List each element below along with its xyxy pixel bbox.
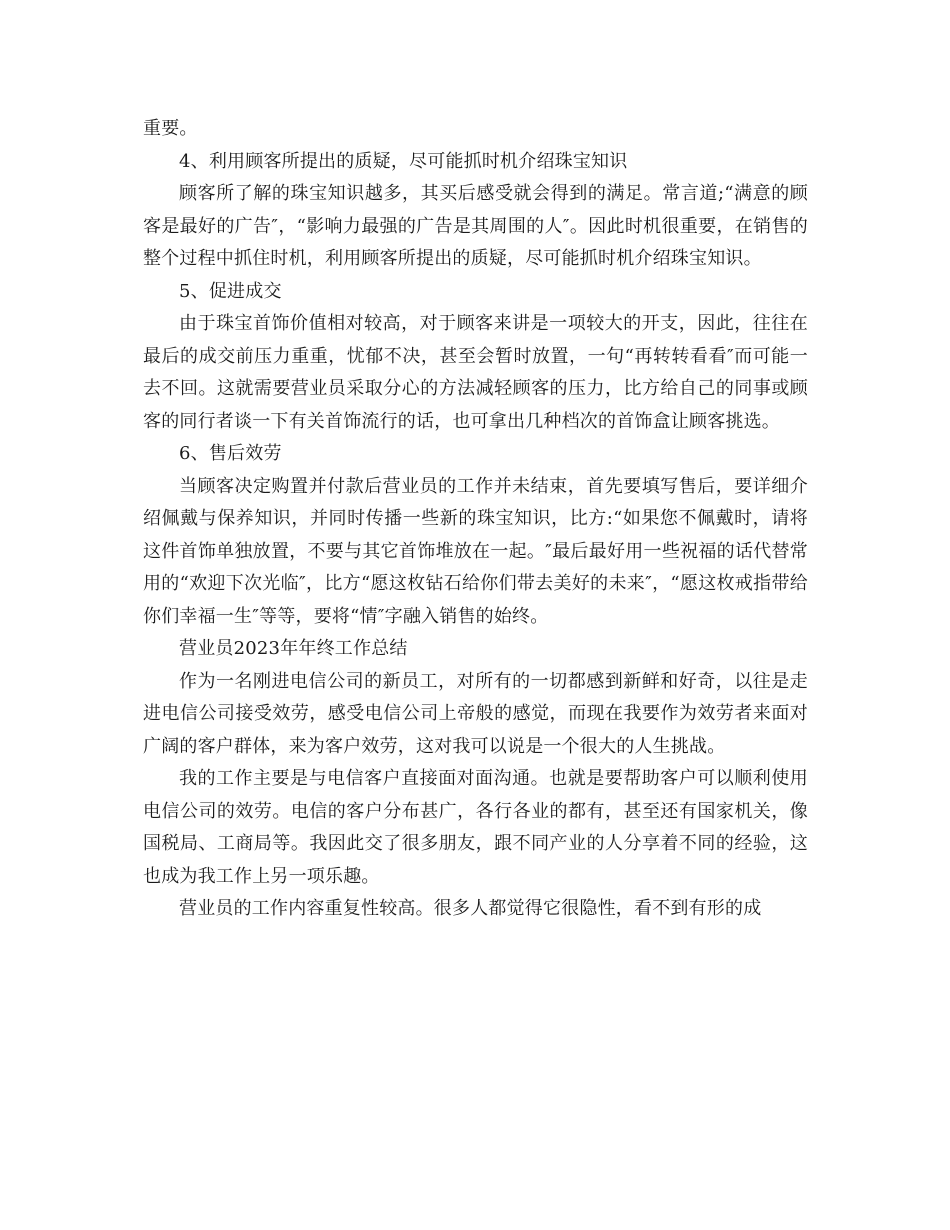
document-body [143,113,808,926]
paragraph: 营业员的工作内容重复性较高。很多人都觉得它很隐性，看不到有形的成 [179,898,762,919]
section-heading-5: 5、促进成交 [179,280,282,302]
section-heading-4: 4、利用顾客所提出的质疑，尽可能抓时机介绍珠宝知识 [179,150,628,172]
section-heading-6: 6、售后效劳 [179,443,282,464]
paragraph: 作为一名刚进电信公司的新员工，对所有的一切都感到新鲜和好奇，以往是走进电信公司接受效劳，感受电信公司上帝般的感觉，而现在我要作为效劳者来面对广阔的客户群体，来为客户效劳，这对我可以说是一个很大的人生挑战。 [143,670,808,757]
paragraph: 我的工作主要是与电信客户直接面对面沟通。也就是要帮助客户可以顺利使用电信公司的效劳。电信的客户分布甚广，各行各业的都有，甚至还有国家机关，像国税局、工商局等。我因此交了很多朋友，跟不同产业的人分享着不同的经验，这也成为我工作上另一项乐趣。 [143,768,808,887]
paragraph: 由于珠宝首饰价值相对较高，对于顾客来讲是一项较大的开支，因此，往往在最后的成交前压力重重，忧郁不决，甚至会暂时放置，一句“再转转看看″而可能一去不回。这就需要营业员采取分心的方法减轻顾客的压力，比方给自己的同事或顾客的同行者谈一下有关首饰流行的话，也可拿出几种档次的首饰盒让顾客挑选。 [143,313,808,432]
document-title: 营业员2023年年终工作总结 [179,638,408,659]
paragraph-continuation: 重要。 [143,118,198,139]
paragraph: 当顾客决定购置并付款后营业员的工作并未结束，首先要填写售后，要详细介绍佩戴与保养知识，并同时传播一些新的珠宝知识，比方:“如果您不佩戴时，请将这件首饰单独放置，不要与其它首饰堆放在一起。″最后最好用一些祝福的话代替常用的“欢迎下次光临″，比方“愿这枚钻石给你们带去美好的未来″，“愿这枚戒指带给你们幸福一生″等等，要将“情″字融入销售的始终。 [143,475,808,627]
paragraph: 顾客所了解的珠宝知识越多，其买后感受就会得到的满足。常言道;“满意的顾客是最好的广告″，“影响力最强的广告是其周围的人″。因此时机很重要，在销售的整个过程中抓住时机，利用顾客所提出的质疑，尽可能抓时机介绍珠宝知识。 [143,183,808,269]
